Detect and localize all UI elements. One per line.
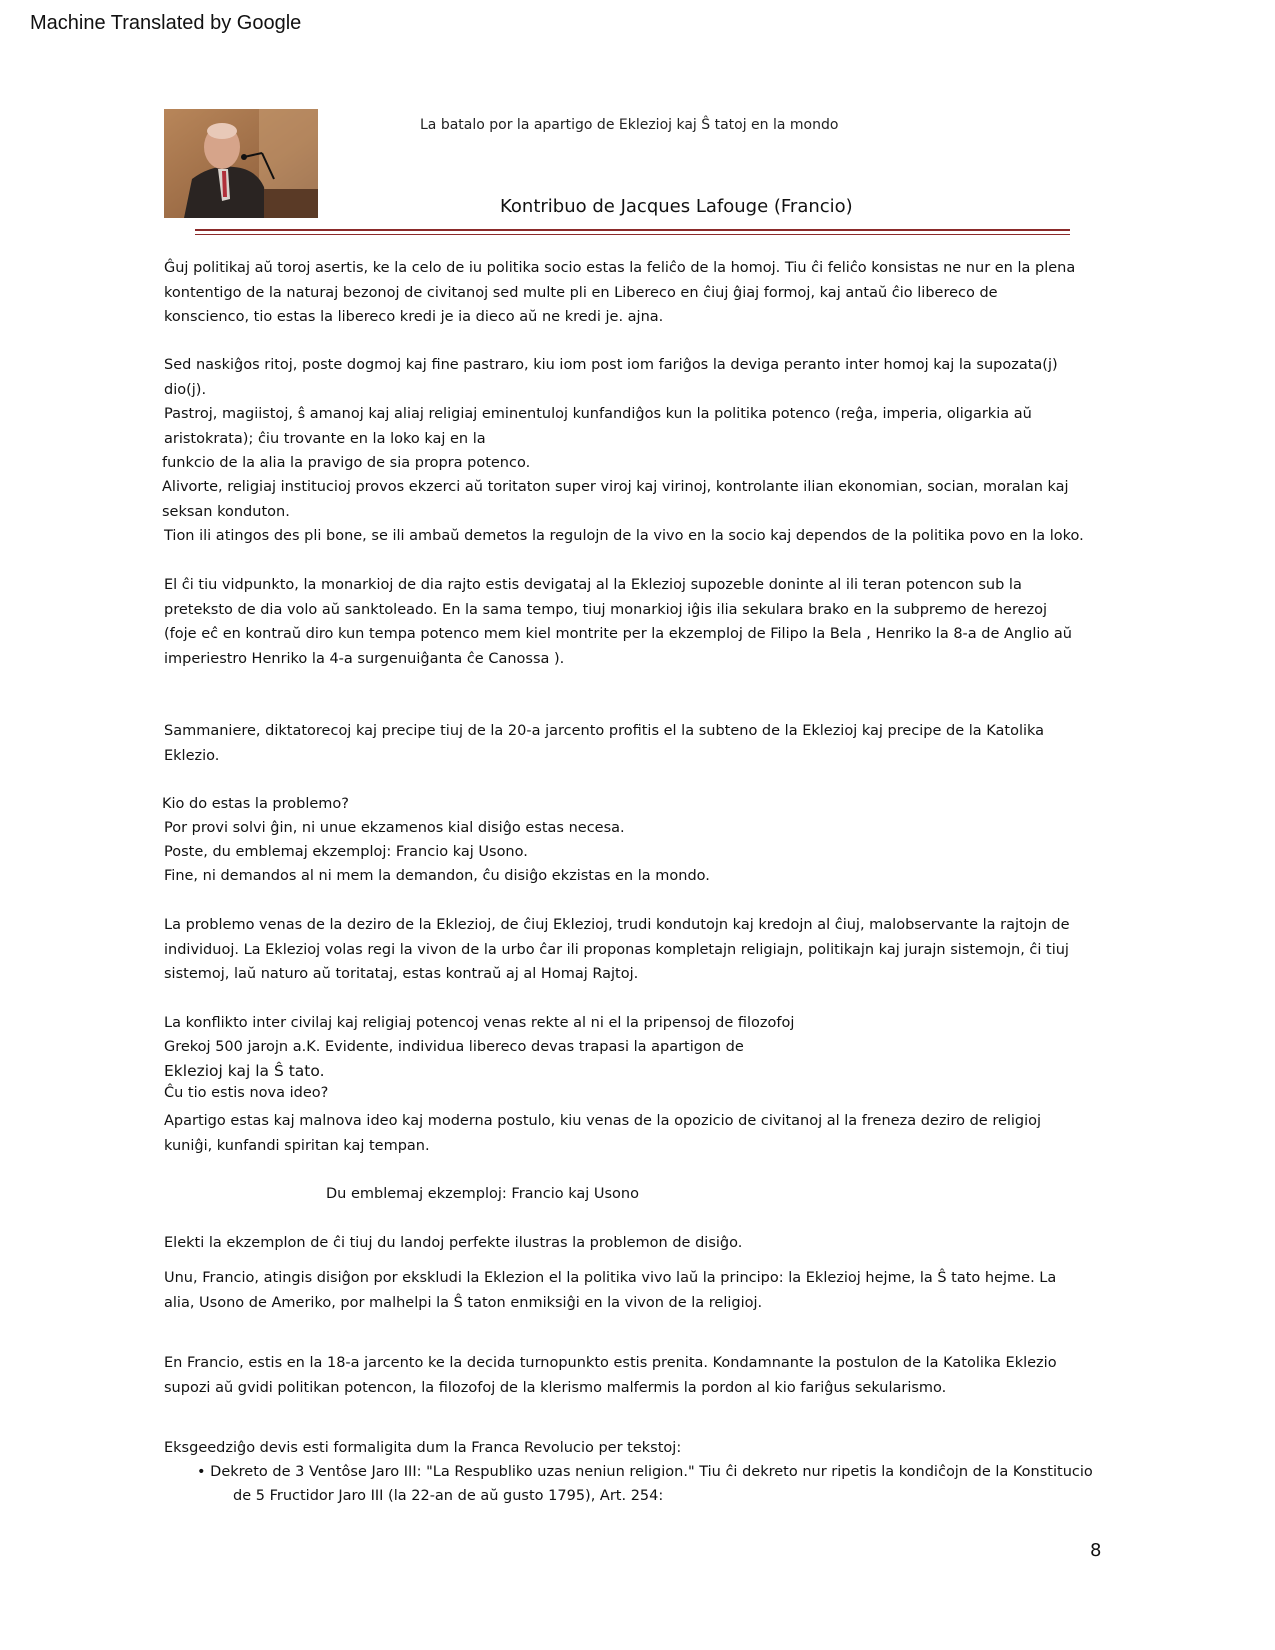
- header-divider: [195, 229, 1070, 231]
- paragraph-2e: Tion ili atingos des pli bone, se ili ambaŭ demetos la regulojn de la vivo en la socio kaj dependos de la politika povo en la loko.: [164, 528, 1084, 544]
- paragraph-2b: Pastroj, magiistoj, ŝ amanoj kaj aliaj religiaj eminentuloj kunfandiĝos kun la politika potenco (reĝa, imperia, oligarkia aŭ aristokrata); ĉiu trovante en la loko kaj en la: [164, 406, 1032, 447]
- bullet-item: • Dekreto de 3 Ventôse Jaro III: "La Respubliko uzas neniun religion." Tiu ĉi dekreto nur ripetis la kondiĉojn de la Konstitucio: [197, 1464, 1093, 1480]
- paragraph-5: La problemo venas de la deziro de la Eklezioj, de ĉiuj Eklezioj, trudi kondutojn kaj kredojn al ĉiuj, malobservante la rajtojn de individuoj. La Eklezioj volas regi la vivon de la urbo ĉar ili proponas kompletajn religiajn, politikajn kaj jurajn sistemojn, ĉi tiuj sistemoj, laŭ naturo aŭ toritataj, estas kontraŭ aj al Homaj Rajtoj.: [164, 917, 1070, 982]
- header-divider-thin: [195, 234, 1070, 235]
- paragraph-1: Ĝuj politikaj aŭ toroj asertis, ke la celo de iu politika socio estas la feliĉo de la homoj. Tiu ĉi feliĉo konsistas ne nur en la plena kontentigo de la naturaj bezonoj de civitanoj sed multe pli en Libereco en ĉiuj ĝiaj formoj, kaj antaŭ ĉio libereco de konscienco, tio estas la libereco kredi je ia dieco aŭ ne kredi je. ajna.: [164, 260, 1076, 325]
- article-title: Kontribuo de Jacques Lafouge (Francio): [500, 196, 853, 217]
- page-number: 8: [1090, 1540, 1102, 1561]
- paragraph-2c: funkcio de la alia la pravigo de sia propra potenco.: [162, 455, 531, 471]
- paragraph-6c: Eklezioj kaj la Ŝ tato.: [164, 1062, 325, 1080]
- article-subtitle: La batalo por la apartigo de Eklezioj kaj Ŝ tatoj en la mondo: [420, 117, 839, 133]
- question-4: Fine, ni demandos al ni mem la demandon, ĉu disiĝo ekzistas en la mondo.: [164, 868, 710, 884]
- speaker-photo: [164, 109, 318, 218]
- paragraph-2a: Sed naskiĝos ritoj, poste dogmoj kaj fine pastraro, kiu iom post iom fariĝos la deviga peranto inter homoj kaj la supozata(j) dio(j).: [164, 357, 1058, 398]
- paragraph-6d: Ĉu tio estis nova ideo?: [164, 1085, 329, 1101]
- paragraph-11: Eksgeedziĝo devis esti formaligita dum la Franca Revolucio per tekstoj:: [164, 1440, 682, 1456]
- question-2: Por provi solvi ĝin, ni unue ekzamenos kial disiĝo estas necesa.: [164, 820, 625, 836]
- question-1: Kio do estas la problemo?: [162, 796, 349, 812]
- paragraph-6b: Grekoj 500 jarojn a.K. Evidente, individua libereco devas trapasi la apartigon de: [164, 1039, 744, 1055]
- bullet-item-continued: de 5 Fructidor Jaro III (la 22-an de aŭ gusto 1795), Art. 254:: [233, 1488, 664, 1504]
- paragraph-9: Unu, Francio, atingis disiĝon por ekskludi la Eklezion el la politika vivo laŭ la principo: la Eklezioj hejme, la Ŝ tato hejme. La alia, Usono de Ameriko, por malhelpi la Ŝ taton enmiksiĝi en la vivon de la religioj.: [164, 1270, 1057, 1311]
- paragraph-8: Elekti la ekzemplon de ĉi tiuj du landoj perfekte ilustras la problemon de disiĝo.: [164, 1235, 743, 1251]
- paragraph-4: Sammaniere, diktatorecoj kaj precipe tiuj de la 20-a jarcento profitis el la subteno de la Eklezioj kaj precipe de la Katolika Eklezio.: [164, 723, 1045, 764]
- paragraph-7: Apartigo estas kaj malnova ideo kaj moderna postulo, kiu venas de la opozicio de civitanoj al la freneza deziro de religioj kuniĝi, kunfandi spiritan kaj tempan.: [164, 1113, 1042, 1154]
- paragraph-2d: Alivorte, religiaj institucioj provos ekzerci aŭ toritaton super viroj kaj virinoj, kontrolante ilian ekonomian, socian, moralan kaj seksan konduton.: [162, 479, 1069, 520]
- section-title: Du emblemaj ekzemploj: Francio kaj Usono: [326, 1186, 639, 1202]
- paragraph-10: En Francio, estis en la 18-a jarcento ke la decida turnopunkto estis prenita. Kondamnante la postulon de la Katolika Eklezio supozi aŭ gvidi politikan potencon, la filozofoj de la klerismo malfermis la pordon al kio fariĝus sekularismo.: [164, 1355, 1057, 1396]
- paragraph-6a: La konflikto inter civilaj kaj religiaj potencoj venas rekte al ni el la pripensoj de filozofoj: [164, 1015, 795, 1031]
- machine-translated-label: Machine Translated by Google: [30, 12, 302, 34]
- question-3: Poste, du emblemaj ekzemploj: Francio kaj Usono.: [164, 844, 528, 860]
- paragraph-3: El ĉi tiu vidpunkto, la monarkioj de dia rajto estis devigataj al la Eklezioj supozeble doninte al ili teran potencon sub la preteksto de dia volo aŭ sanktoleado. En la sama tempo, tiuj monarkioj iĝis ilia sekulara brako en la subpremo de herezoj (foje eĉ en kontraŭ diro kun tempa potenco mem kiel montrite per la ekzemploj de Filipo la Bela , Henriko la 8-a de Anglio aŭ imperiestro Henriko la 4-a surgenuiĝanta ĉe Canossa ).: [164, 577, 1072, 667]
